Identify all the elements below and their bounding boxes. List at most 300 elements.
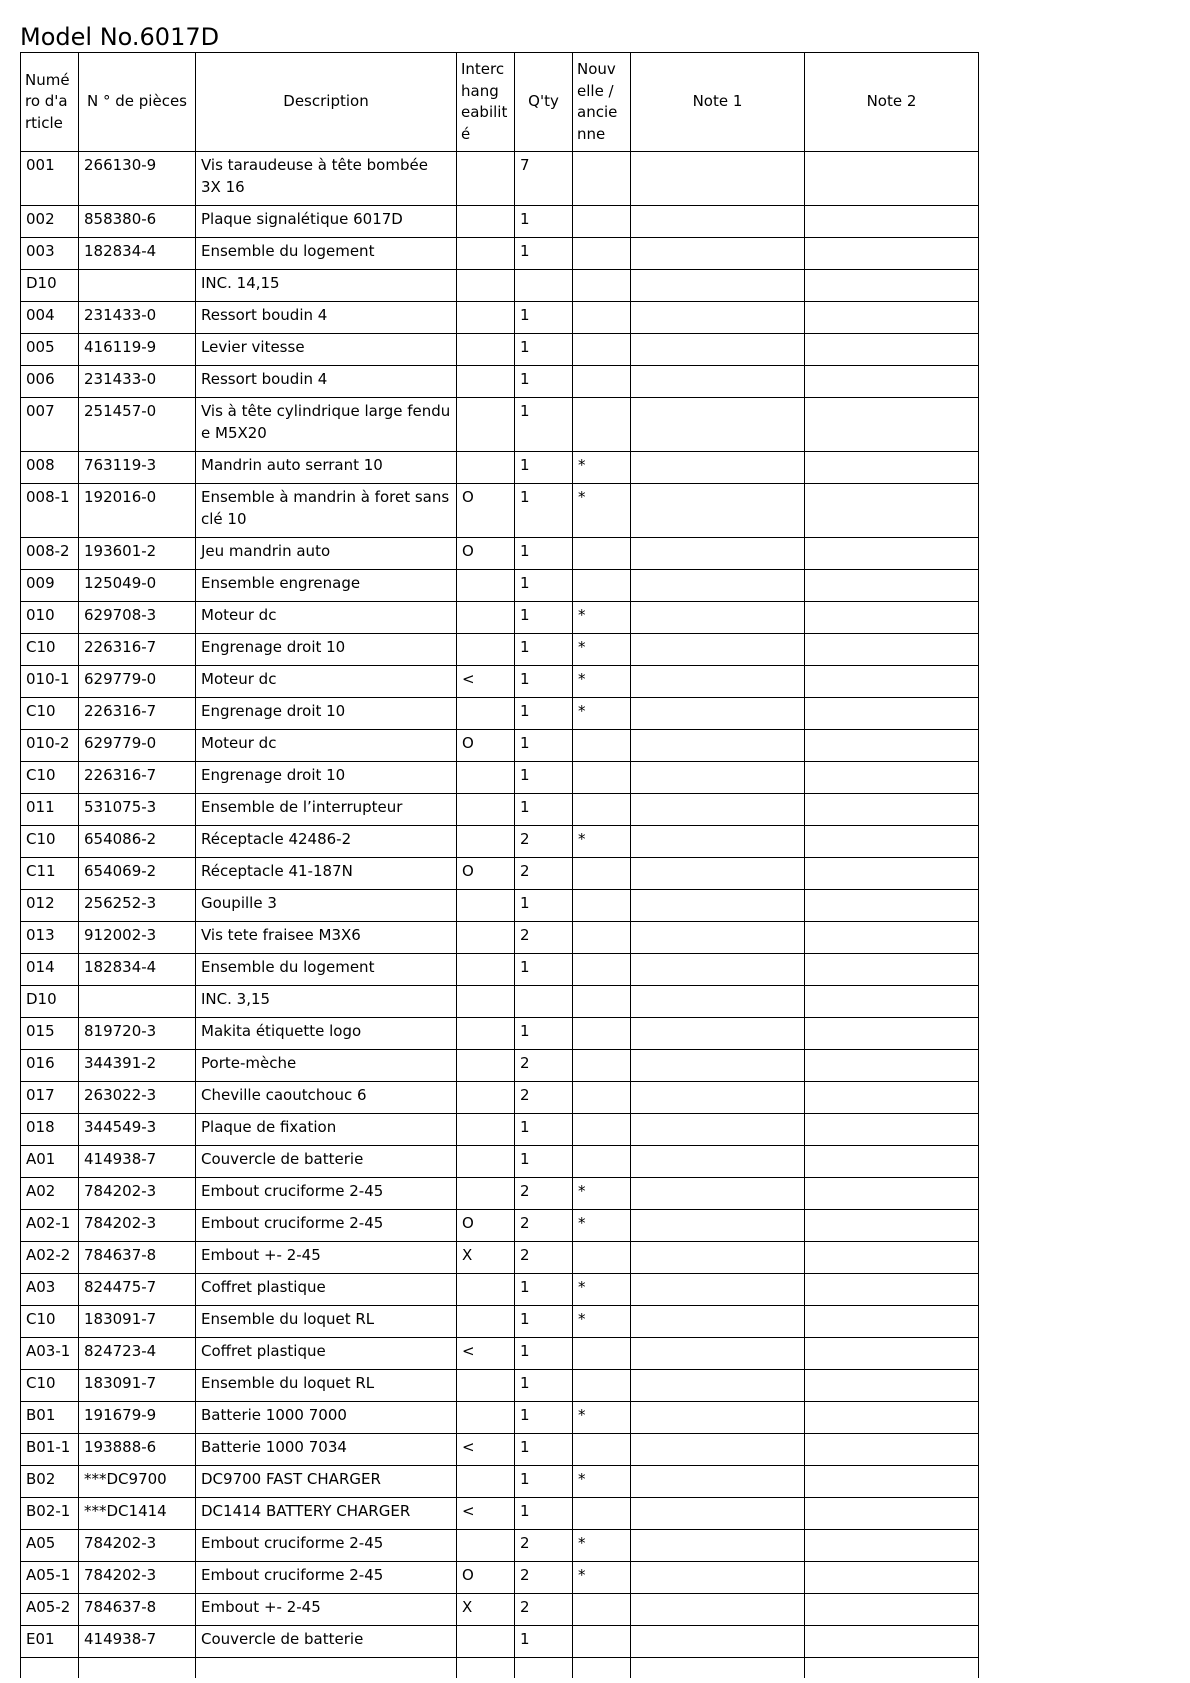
- cell-note-1: [631, 858, 805, 890]
- table-row: [21, 1562, 979, 1594]
- cell-description: Ensemble du logement: [196, 954, 457, 986]
- cell-note-1: [631, 452, 805, 484]
- cell-note-1: [631, 538, 805, 570]
- cell-quantity: 1: [515, 570, 573, 602]
- cell-part-number: [79, 270, 196, 302]
- cell-part-number: 226316-7: [79, 634, 196, 666]
- cell-quantity: 1: [515, 762, 573, 794]
- cell-interchangeability: [457, 634, 515, 666]
- table-row: [21, 666, 979, 698]
- cell-description: Ressort boudin 4: [196, 302, 457, 334]
- cell-interchangeability: [457, 238, 515, 270]
- cell-note-2: [805, 1114, 979, 1146]
- cell-part-number: 344391-2: [79, 1050, 196, 1082]
- cell-note-2: [805, 1178, 979, 1210]
- table-row: [21, 1466, 979, 1498]
- cell-quantity: 1: [515, 1434, 573, 1466]
- cell-new-old: [573, 858, 631, 890]
- table-row: [21, 1210, 979, 1242]
- cell-part-number: 191679-9: [79, 1402, 196, 1434]
- cell-new-old: [573, 1082, 631, 1114]
- cell-quantity: 1: [515, 794, 573, 826]
- cell-note-2: [805, 954, 979, 986]
- cell-note-2: [805, 1306, 979, 1338]
- cell-new-old: *: [573, 698, 631, 730]
- cell-new-old: [573, 270, 631, 302]
- cell-part-number: 125049-0: [79, 570, 196, 602]
- cell-item-number: C10: [21, 634, 79, 666]
- cell-new-old: [573, 922, 631, 954]
- cell-part-number: ***DC1414: [79, 1498, 196, 1530]
- cell-description: Vis taraudeuse à tête bombée 3X 16: [196, 152, 457, 206]
- cell-new-old: *: [573, 602, 631, 634]
- cell-note-1: [631, 954, 805, 986]
- cell-item-number: A03: [21, 1274, 79, 1306]
- cell-interchangeability: [457, 398, 515, 452]
- cell-description: Couvercle de batterie: [196, 1146, 457, 1178]
- header-interchangeability: Interc hang eabilit é: [457, 53, 515, 152]
- cell-interchangeability: X: [457, 1594, 515, 1626]
- cell-quantity: 1: [515, 634, 573, 666]
- table-row: [21, 152, 979, 206]
- cell-new-old: *: [573, 1306, 631, 1338]
- cell-note-2: [805, 302, 979, 334]
- table-row: [21, 1498, 979, 1530]
- cell-note-2: [805, 366, 979, 398]
- cell-part-number: 192016-0: [79, 484, 196, 538]
- cell-new-old: [573, 954, 631, 986]
- cell-new-old: [573, 1114, 631, 1146]
- cell-new-old: [573, 334, 631, 366]
- cell-part-number: 416119-9: [79, 334, 196, 366]
- table-row: [21, 302, 979, 334]
- cell-part-number: 858380-6: [79, 206, 196, 238]
- cell-description: Goupille 3: [196, 890, 457, 922]
- cell-item-number: 010-1: [21, 666, 79, 698]
- cell-note-1: [631, 826, 805, 858]
- cell-note-1: [631, 1466, 805, 1498]
- cell-description: Plaque signalétique 6017D: [196, 206, 457, 238]
- cell-new-old: *: [573, 1402, 631, 1434]
- cell-part-number: 629779-0: [79, 666, 196, 698]
- cell-item-number: D10: [21, 986, 79, 1018]
- cell-item-number: 009: [21, 570, 79, 602]
- cell-part-number: 763119-3: [79, 452, 196, 484]
- cell-item-number: B01-1: [21, 1434, 79, 1466]
- cell-description: Engrenage droit 10: [196, 698, 457, 730]
- cell-new-old: [573, 238, 631, 270]
- cell-interchangeability: [457, 954, 515, 986]
- cell-quantity: 2: [515, 1594, 573, 1626]
- table-row: [21, 890, 979, 922]
- cell-new-old: *: [573, 826, 631, 858]
- cell-note-2: [805, 1210, 979, 1242]
- cell-new-old: *: [573, 1210, 631, 1242]
- cell-note-2: [805, 1562, 979, 1594]
- table-row: [21, 1338, 979, 1370]
- table-row: [21, 238, 979, 270]
- cell-description: Ensemble du loquet RL: [196, 1370, 457, 1402]
- cell-note-1: [631, 986, 805, 1018]
- cell-new-old: [573, 1594, 631, 1626]
- cell-interchangeability: [457, 794, 515, 826]
- cell-part-number: 251457-0: [79, 398, 196, 452]
- table-row: [21, 1370, 979, 1402]
- cell-quantity: 1: [515, 366, 573, 398]
- cell-description: Embout +- 2-45: [196, 1594, 457, 1626]
- cell-description: Embout cruciforme 2-45: [196, 1562, 457, 1594]
- cell-part-number: 182834-4: [79, 238, 196, 270]
- cell-new-old: [573, 762, 631, 794]
- empty-cell: [21, 1658, 79, 1678]
- cell-interchangeability: O: [457, 484, 515, 538]
- cell-note-2: [805, 730, 979, 762]
- cell-item-number: A01: [21, 1146, 79, 1178]
- cell-part-number: 629708-3: [79, 602, 196, 634]
- cell-note-2: [805, 1338, 979, 1370]
- cell-description: Réceptacle 42486-2: [196, 826, 457, 858]
- cell-interchangeability: [457, 570, 515, 602]
- cell-interchangeability: [457, 1402, 515, 1434]
- cell-new-old: [573, 1498, 631, 1530]
- cell-part-number: 824475-7: [79, 1274, 196, 1306]
- cell-interchangeability: [457, 334, 515, 366]
- cell-quantity: 1: [515, 1146, 573, 1178]
- empty-cell: [515, 1658, 573, 1678]
- cell-note-2: [805, 1626, 979, 1658]
- table-row: [21, 398, 979, 452]
- cell-item-number: C10: [21, 698, 79, 730]
- cell-note-1: [631, 1402, 805, 1434]
- cell-new-old: [573, 366, 631, 398]
- cell-description: Batterie 1000 7034: [196, 1434, 457, 1466]
- cell-note-2: [805, 1434, 979, 1466]
- table-row: [21, 1114, 979, 1146]
- cell-item-number: 008: [21, 452, 79, 484]
- cell-note-1: [631, 1242, 805, 1274]
- cell-quantity: 1: [515, 954, 573, 986]
- cell-note-2: [805, 206, 979, 238]
- cell-note-1: [631, 762, 805, 794]
- cell-part-number: 414938-7: [79, 1146, 196, 1178]
- table-row: [21, 452, 979, 484]
- cell-new-old: *: [573, 1562, 631, 1594]
- cell-part-number: 824723-4: [79, 1338, 196, 1370]
- table-row: [21, 484, 979, 538]
- cell-note-2: [805, 1498, 979, 1530]
- cell-description: Makita étiquette logo: [196, 1018, 457, 1050]
- cell-interchangeability: [457, 1018, 515, 1050]
- cell-note-2: [805, 1370, 979, 1402]
- cell-new-old: [573, 1018, 631, 1050]
- cell-description: Porte-mèche: [196, 1050, 457, 1082]
- cell-item-number: E01: [21, 1626, 79, 1658]
- header-part-number: N ° de pièces: [79, 53, 196, 152]
- header-new-old: Nouv elle / ancie nne: [573, 53, 631, 152]
- cell-quantity: 1: [515, 484, 573, 538]
- cell-part-number: 256252-3: [79, 890, 196, 922]
- cell-note-2: [805, 1466, 979, 1498]
- cell-item-number: B01: [21, 1402, 79, 1434]
- table-row: [21, 730, 979, 762]
- cell-part-number: 183091-7: [79, 1370, 196, 1402]
- cell-note-1: [631, 270, 805, 302]
- cell-quantity: 1: [515, 730, 573, 762]
- table-row: [21, 1082, 979, 1114]
- cell-note-1: [631, 570, 805, 602]
- cell-note-2: [805, 698, 979, 730]
- cell-item-number: B02: [21, 1466, 79, 1498]
- cell-part-number: 784637-8: [79, 1242, 196, 1274]
- table-row: [21, 1594, 979, 1626]
- cell-description: Mandrin auto serrant 10: [196, 452, 457, 484]
- cell-part-number: 231433-0: [79, 302, 196, 334]
- cell-note-2: [805, 602, 979, 634]
- cell-quantity: [515, 270, 573, 302]
- cell-quantity: 1: [515, 602, 573, 634]
- cell-new-old: [573, 570, 631, 602]
- cell-new-old: [573, 398, 631, 452]
- cell-interchangeability: O: [457, 538, 515, 570]
- cell-note-1: [631, 1626, 805, 1658]
- cell-description: Engrenage droit 10: [196, 634, 457, 666]
- cell-description: Réceptacle 41-187N: [196, 858, 457, 890]
- cell-note-1: [631, 1594, 805, 1626]
- cell-interchangeability: [457, 890, 515, 922]
- cell-quantity: 1: [515, 890, 573, 922]
- cell-note-1: [631, 1274, 805, 1306]
- cell-new-old: *: [573, 1178, 631, 1210]
- cell-item-number: 012: [21, 890, 79, 922]
- cell-quantity: 1: [515, 1306, 573, 1338]
- cell-item-number: 010-2: [21, 730, 79, 762]
- cell-note-2: [805, 570, 979, 602]
- cell-interchangeability: X: [457, 1242, 515, 1274]
- cell-note-2: [805, 1594, 979, 1626]
- cell-quantity: 1: [515, 1402, 573, 1434]
- cell-item-number: C10: [21, 1306, 79, 1338]
- cell-new-old: *: [573, 452, 631, 484]
- cell-quantity: 2: [515, 1242, 573, 1274]
- table-row: [21, 1050, 979, 1082]
- cell-part-number: 266130-9: [79, 152, 196, 206]
- cell-description: Batterie 1000 7000: [196, 1402, 457, 1434]
- table-row: [21, 1178, 979, 1210]
- cell-note-2: [805, 1402, 979, 1434]
- cell-note-1: [631, 666, 805, 698]
- cell-note-1: [631, 1114, 805, 1146]
- cell-item-number: 015: [21, 1018, 79, 1050]
- cell-note-2: [805, 826, 979, 858]
- empty-cell: [573, 1658, 631, 1678]
- table-row: [21, 986, 979, 1018]
- cell-part-number: 183091-7: [79, 1306, 196, 1338]
- cell-note-2: [805, 762, 979, 794]
- cell-quantity: 1: [515, 1018, 573, 1050]
- cell-item-number: 018: [21, 1114, 79, 1146]
- table-row-partial: [21, 1658, 979, 1678]
- cell-item-number: 011: [21, 794, 79, 826]
- cell-description: Ensemble du loquet RL: [196, 1306, 457, 1338]
- cell-note-1: [631, 1434, 805, 1466]
- cell-quantity: 1: [515, 1498, 573, 1530]
- cell-note-2: [805, 1082, 979, 1114]
- cell-note-1: [631, 1306, 805, 1338]
- cell-note-1: [631, 1050, 805, 1082]
- cell-item-number: 006: [21, 366, 79, 398]
- cell-part-number: 193888-6: [79, 1434, 196, 1466]
- cell-note-2: [805, 922, 979, 954]
- cell-note-2: [805, 1242, 979, 1274]
- page-title: Model No.6017D: [20, 23, 220, 51]
- cell-part-number: 912002-3: [79, 922, 196, 954]
- cell-item-number: A05-1: [21, 1562, 79, 1594]
- cell-item-number: B02-1: [21, 1498, 79, 1530]
- cell-note-2: [805, 1274, 979, 1306]
- cell-note-1: [631, 1562, 805, 1594]
- cell-description: Ensemble de l’interrupteur: [196, 794, 457, 826]
- cell-note-1: [631, 484, 805, 538]
- cell-description: Levier vitesse: [196, 334, 457, 366]
- table-row: [21, 206, 979, 238]
- cell-item-number: 003: [21, 238, 79, 270]
- cell-interchangeability: [457, 1466, 515, 1498]
- cell-interchangeability: [457, 452, 515, 484]
- cell-quantity: 1: [515, 666, 573, 698]
- cell-description: Embout cruciforme 2-45: [196, 1178, 457, 1210]
- header-description: Description: [196, 53, 457, 152]
- cell-interchangeability: [457, 1530, 515, 1562]
- cell-note-1: [631, 1498, 805, 1530]
- cell-interchangeability: [457, 1146, 515, 1178]
- cell-quantity: 1: [515, 452, 573, 484]
- cell-description: Engrenage droit 10: [196, 762, 457, 794]
- cell-note-1: [631, 602, 805, 634]
- cell-quantity: 2: [515, 826, 573, 858]
- cell-description: Jeu mandrin auto: [196, 538, 457, 570]
- table-row: [21, 538, 979, 570]
- cell-part-number: 531075-3: [79, 794, 196, 826]
- cell-quantity: 7: [515, 152, 573, 206]
- cell-interchangeability: [457, 1626, 515, 1658]
- cell-quantity: 1: [515, 1370, 573, 1402]
- cell-item-number: A02-1: [21, 1210, 79, 1242]
- cell-quantity: [515, 986, 573, 1018]
- cell-note-2: [805, 890, 979, 922]
- cell-interchangeability: O: [457, 858, 515, 890]
- cell-interchangeability: [457, 1050, 515, 1082]
- cell-interchangeability: <: [457, 1434, 515, 1466]
- cell-note-1: [631, 302, 805, 334]
- cell-part-number: ***DC9700: [79, 1466, 196, 1498]
- table-row: [21, 602, 979, 634]
- cell-note-2: [805, 1146, 979, 1178]
- cell-note-2: [805, 270, 979, 302]
- cell-note-2: [805, 986, 979, 1018]
- cell-item-number: 007: [21, 398, 79, 452]
- cell-note-2: [805, 538, 979, 570]
- cell-note-1: [631, 698, 805, 730]
- cell-new-old: *: [573, 666, 631, 698]
- table-row: [21, 1530, 979, 1562]
- cell-interchangeability: [457, 206, 515, 238]
- cell-new-old: [573, 1050, 631, 1082]
- table-row: [21, 954, 979, 986]
- cell-note-2: [805, 634, 979, 666]
- cell-item-number: 001: [21, 152, 79, 206]
- cell-part-number: 784202-3: [79, 1562, 196, 1594]
- cell-part-number: 654069-2: [79, 858, 196, 890]
- cell-description: Moteur dc: [196, 730, 457, 762]
- header-quantity: Q'ty: [515, 53, 573, 152]
- table-row: [21, 366, 979, 398]
- cell-quantity: 1: [515, 398, 573, 452]
- cell-part-number: 784202-3: [79, 1530, 196, 1562]
- cell-description: Cheville caoutchouc 6: [196, 1082, 457, 1114]
- cell-new-old: *: [573, 484, 631, 538]
- table-row: [21, 1306, 979, 1338]
- cell-interchangeability: [457, 1114, 515, 1146]
- cell-note-1: [631, 890, 805, 922]
- cell-new-old: [573, 538, 631, 570]
- cell-item-number: 008-2: [21, 538, 79, 570]
- table-header-row: [21, 53, 979, 152]
- table-row: [21, 762, 979, 794]
- table-row: [21, 1402, 979, 1434]
- cell-description: Ensemble du logement: [196, 238, 457, 270]
- cell-part-number: 414938-7: [79, 1626, 196, 1658]
- cell-note-1: [631, 152, 805, 206]
- table-row: [21, 1018, 979, 1050]
- cell-interchangeability: [457, 1274, 515, 1306]
- cell-new-old: [573, 794, 631, 826]
- cell-description: Embout cruciforme 2-45: [196, 1210, 457, 1242]
- cell-new-old: [573, 1626, 631, 1658]
- cell-new-old: *: [573, 1466, 631, 1498]
- cell-note-1: [631, 366, 805, 398]
- cell-interchangeability: <: [457, 1338, 515, 1370]
- cell-description: Coffret plastique: [196, 1274, 457, 1306]
- cell-note-1: [631, 206, 805, 238]
- cell-quantity: 1: [515, 1338, 573, 1370]
- cell-note-2: [805, 238, 979, 270]
- cell-quantity: 1: [515, 1114, 573, 1146]
- table-row: [21, 634, 979, 666]
- cell-description: INC. 3,15: [196, 986, 457, 1018]
- empty-cell: [79, 1658, 196, 1678]
- cell-note-2: [805, 1530, 979, 1562]
- cell-description: DC9700 FAST CHARGER: [196, 1466, 457, 1498]
- cell-description: Ensemble à mandrin à foret sans clé 10: [196, 484, 457, 538]
- cell-part-number: 263022-3: [79, 1082, 196, 1114]
- cell-new-old: [573, 152, 631, 206]
- cell-description: Coffret plastique: [196, 1338, 457, 1370]
- cell-item-number: 014: [21, 954, 79, 986]
- cell-interchangeability: [457, 762, 515, 794]
- cell-interchangeability: [457, 1082, 515, 1114]
- cell-item-number: C10: [21, 762, 79, 794]
- cell-note-1: [631, 1338, 805, 1370]
- cell-description: Embout +- 2-45: [196, 1242, 457, 1274]
- cell-new-old: [573, 1146, 631, 1178]
- cell-note-1: [631, 1530, 805, 1562]
- cell-item-number: 016: [21, 1050, 79, 1082]
- cell-item-number: C10: [21, 1370, 79, 1402]
- cell-note-1: [631, 398, 805, 452]
- cell-note-1: [631, 730, 805, 762]
- cell-item-number: A05: [21, 1530, 79, 1562]
- cell-new-old: [573, 302, 631, 334]
